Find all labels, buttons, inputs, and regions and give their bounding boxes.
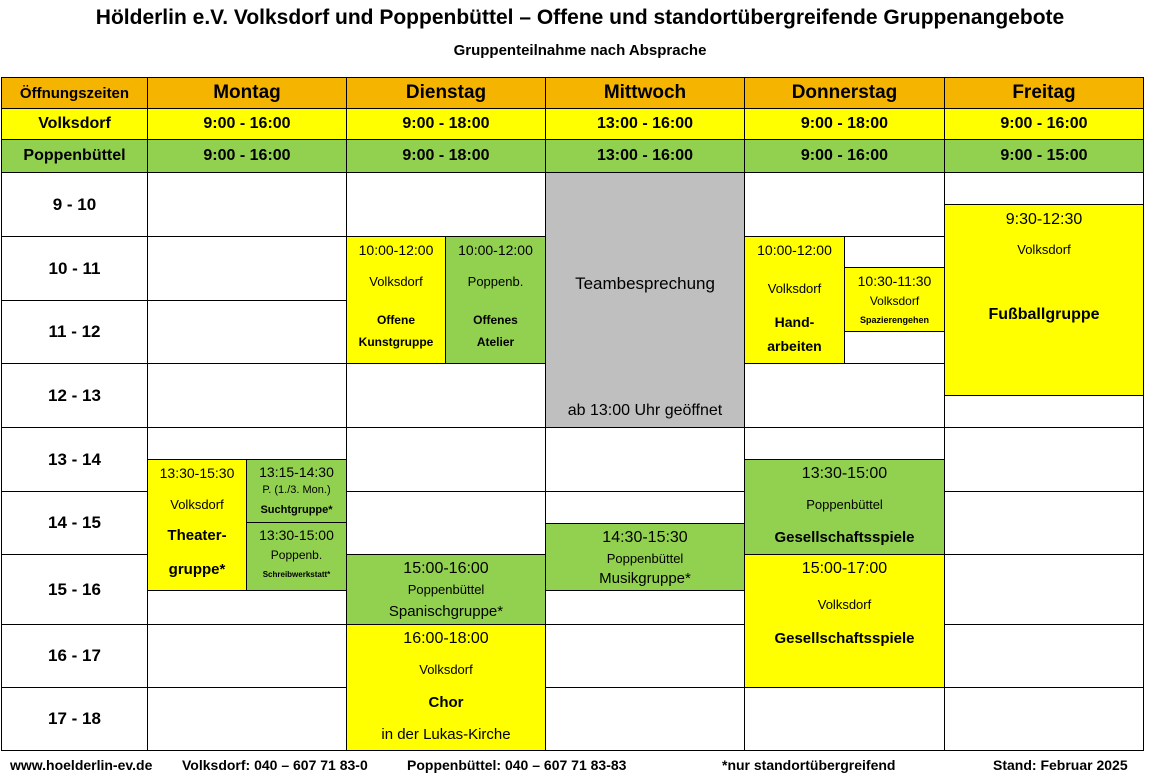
empty-cell (545, 491, 745, 524)
event-name: Gesellschaftsspiele (774, 529, 915, 546)
event-name: Offene (376, 313, 415, 327)
poppenbuettel-hours-freitag: 9:00 - 15:00 (944, 139, 1144, 173)
footer-phone-volksdorf: Volksdorf: 040 – 607 71 83-0 (182, 757, 368, 773)
event-handarbeiten (744, 236, 845, 364)
volksdorf-label: Volksdorf (1, 108, 148, 140)
event-suchtgruppe (246, 459, 347, 523)
event-time: 10:30-11:30 (857, 273, 932, 289)
page-subtitle: Gruppenteilnahme nach Absprache (453, 42, 707, 59)
event-location: P. (1./3. Mon.) (262, 484, 331, 496)
footer-phone-poppenbuettel: Poppenbüttel: 040 – 607 71 83-83 (407, 757, 627, 773)
empty-cell (147, 300, 347, 364)
empty-cell (944, 491, 1144, 555)
footer-stand: Stand: Februar 2025 (993, 757, 1128, 773)
event-offene-kunstgruppe (346, 236, 446, 364)
event-location: Poppenbüttel (407, 582, 485, 597)
event-location: Volksdorf (1017, 242, 1071, 257)
empty-cell (944, 624, 1144, 688)
empty-cell (944, 395, 1144, 428)
event-time: 10:00-12:00 (757, 242, 832, 258)
event-musikgruppe (545, 523, 745, 591)
event-spanischgruppe (346, 554, 546, 625)
event-name: Teambesprechung (575, 274, 715, 293)
time-slot: 14 - 15 (1, 491, 148, 555)
event-name: arbeiten (767, 338, 822, 354)
event-name: gruppe* (168, 561, 226, 578)
empty-cell (147, 236, 347, 301)
event-fussballgruppe (944, 204, 1144, 396)
empty-cell (147, 172, 347, 237)
volksdorf-hours-mittwoch: 13:00 - 16:00 (545, 108, 745, 140)
time-slot: 13 - 14 (1, 427, 148, 492)
event-gesellschaftsspiele-poppenbuettel (744, 459, 945, 555)
empty-cell (944, 427, 1144, 492)
empty-cell (147, 624, 347, 688)
header-dienstag: Dienstag (346, 77, 546, 109)
poppenbuettel-hours-mittwoch: 13:00 - 16:00 (545, 139, 745, 173)
event-name: Spanischgruppe* (388, 603, 504, 620)
poppenbuettel-hours-dienstag: 9:00 - 18:00 (346, 139, 546, 173)
event-name: Fußballgruppe (988, 306, 1100, 323)
event-name: Musikgruppe* (599, 570, 691, 587)
empty-cell (346, 363, 546, 428)
volksdorf-hours-dienstag: 9:00 - 18:00 (346, 108, 546, 140)
empty-cell (147, 590, 347, 625)
event-time: 13:30-15:30 (159, 465, 235, 481)
event-name: Spazierengehen (859, 315, 930, 325)
event-offenes-atelier (445, 236, 546, 364)
empty-cell (844, 236, 945, 268)
header-oeffnungszeiten: Öffnungszeiten (1, 77, 148, 109)
volksdorf-hours-montag: 9:00 - 16:00 (147, 108, 347, 140)
event-location: Poppenbüttel (606, 551, 684, 566)
event-location: Poppenb. (270, 548, 323, 562)
empty-cell (844, 331, 945, 364)
poppenbuettel-hours-montag: 9:00 - 16:00 (147, 139, 347, 173)
empty-cell (147, 363, 347, 428)
event-time: 16:00-18:00 (403, 630, 489, 647)
footer-note: *nur standortübergreifend (722, 757, 896, 773)
empty-cell (944, 554, 1144, 625)
event-note: in der Lukas-Kirche (381, 726, 511, 743)
empty-cell (744, 172, 945, 237)
event-location: Volksdorf (817, 597, 872, 612)
event-time: 15:00-17:00 (801, 560, 888, 577)
event-name: Schreibwerkstatt* (262, 570, 331, 579)
time-slot: 11 - 12 (1, 300, 148, 364)
empty-cell (944, 687, 1144, 751)
empty-cell (147, 687, 347, 751)
event-time: 14:30-15:30 (602, 529, 688, 546)
event-name: Suchtgruppe* (260, 504, 333, 516)
event-time: 13:30-15:00 (259, 527, 334, 543)
time-slot: 15 - 16 (1, 554, 148, 625)
event-time: 10:00-12:00 (458, 242, 533, 258)
event-chor (346, 624, 546, 751)
event-name: Offenes (473, 313, 518, 327)
event-name: Kunstgruppe (358, 335, 434, 349)
event-note: ab 13:00 Uhr geöffnet (567, 402, 723, 419)
empty-cell (944, 172, 1144, 205)
event-time: 13:15-14:30 (259, 464, 334, 480)
footer-website[interactable]: www.hoelderlin-ev.de (10, 757, 153, 773)
poppenbuettel-label: Poppenbüttel (1, 139, 148, 173)
event-name: Chor (428, 694, 464, 711)
volksdorf-hours-freitag: 9:00 - 16:00 (944, 108, 1144, 140)
empty-cell (545, 590, 745, 625)
event-location: Volksdorf (767, 281, 822, 296)
event-spazierengehen (844, 267, 945, 332)
volksdorf-hours-donnerstag: 9:00 - 18:00 (744, 108, 945, 140)
event-location: Volksdorf (869, 294, 920, 308)
empty-cell (346, 491, 546, 555)
event-time: 15:00-16:00 (403, 560, 489, 577)
time-slot: 17 - 18 (1, 687, 148, 751)
event-name: Gesellschaftsspiele (774, 630, 915, 647)
header-donnerstag: Donnerstag (744, 77, 945, 109)
empty-cell (346, 427, 546, 492)
time-slot: 12 - 13 (1, 363, 148, 428)
event-name: Atelier (476, 335, 515, 349)
event-teambesprechung (545, 172, 745, 428)
event-theatergruppe (147, 459, 247, 591)
event-schreibwerkstatt (246, 522, 347, 591)
event-time: 10:00-12:00 (358, 242, 434, 258)
header-mittwoch: Mittwoch (545, 77, 745, 109)
empty-cell (545, 687, 745, 751)
time-slot: 9 - 10 (1, 172, 148, 237)
time-slot: 10 - 11 (1, 236, 148, 301)
event-location: Volksdorf (170, 497, 224, 512)
empty-cell (346, 172, 546, 237)
header-freitag: Freitag (944, 77, 1144, 109)
empty-cell (744, 687, 945, 751)
event-location: Poppenb. (467, 274, 524, 289)
event-location: Volksdorf (419, 662, 473, 677)
empty-cell (744, 363, 945, 428)
empty-cell (545, 624, 745, 688)
event-gesellschaftsspiele-volksdorf (744, 554, 945, 688)
empty-cell (744, 427, 945, 460)
event-name: Hand- (774, 314, 815, 330)
empty-cell (545, 427, 745, 492)
event-name: Theater- (167, 527, 227, 544)
time-slot: 16 - 17 (1, 624, 148, 688)
event-time: 9:30-12:30 (1005, 211, 1083, 228)
event-location: Poppenbüttel (806, 497, 883, 512)
page-title: Hölderlin e.V. Volksdorf und Poppenbüttel – Offene und standortübergreifende Gruppenangebote (95, 6, 1065, 29)
event-time: 13:30-15:00 (801, 465, 888, 482)
poppenbuettel-hours-donnerstag: 9:00 - 16:00 (744, 139, 945, 173)
empty-cell (147, 427, 347, 460)
event-location: Volksdorf (369, 274, 423, 289)
header-montag: Montag (147, 77, 347, 109)
